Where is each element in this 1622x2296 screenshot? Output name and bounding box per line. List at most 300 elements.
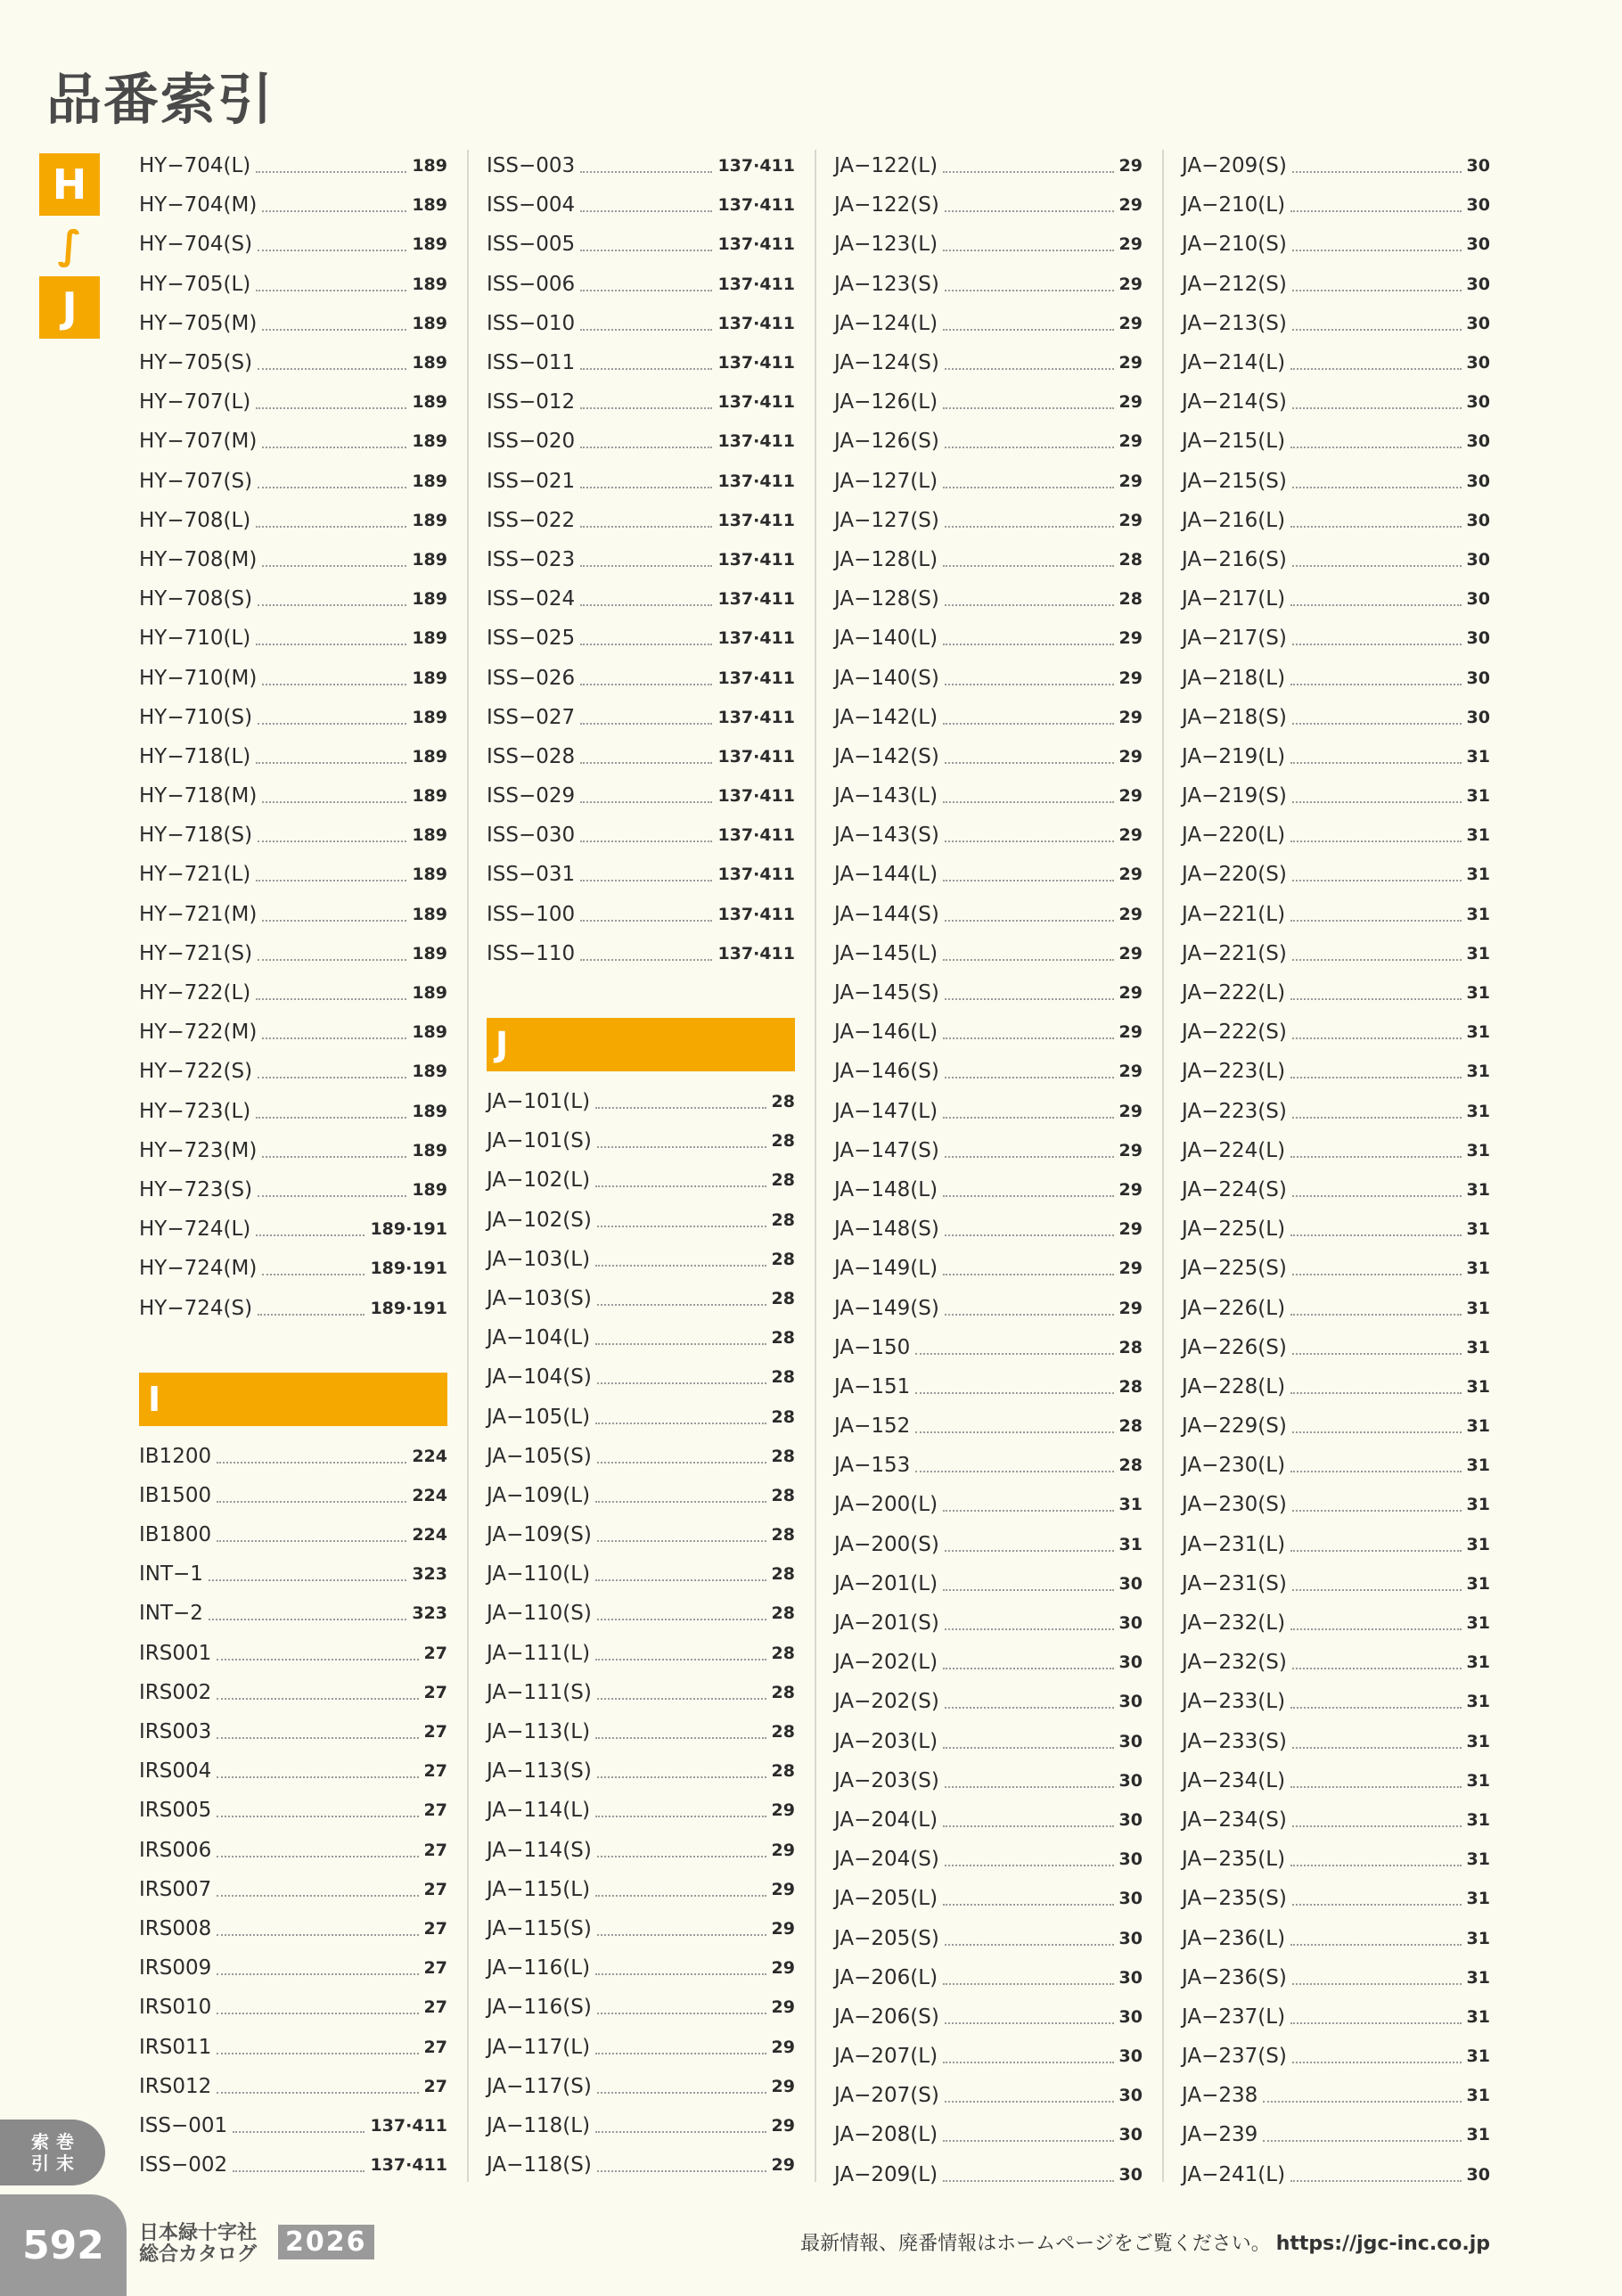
index-entry[interactable] [487,540,795,579]
index-entry[interactable] [1182,1092,1490,1131]
index-entry[interactable] [139,462,447,501]
index-entry[interactable] [487,1357,795,1397]
index-entry[interactable] [834,895,1143,934]
product-code: HY−704(M) [139,193,258,217]
page-reference: 30 [1118,2006,1143,2027]
range-tilde-icon: ∫ [57,223,82,268]
index-entry[interactable] [834,2076,1143,2115]
index-entry[interactable] [487,2027,795,2066]
index-entry[interactable] [834,619,1143,658]
product-code: JA−109(L) [487,1483,591,1507]
index-entry[interactable] [1182,1564,1490,1603]
index-entry[interactable] [139,1131,447,1170]
page-reference: 189 [412,628,447,649]
page-reference: 27 [423,1682,447,1702]
index-entry[interactable] [834,855,1143,894]
index-entry[interactable] [139,225,447,264]
index-entry[interactable] [1182,1682,1490,1721]
dot-leader [1290,1944,1462,1946]
index-entry[interactable] [139,934,447,973]
index-entry[interactable] [1182,1918,1490,1957]
page-reference: 31 [1466,2046,1490,2067]
index-entry[interactable] [487,1554,795,1594]
index-entry[interactable] [1182,1722,1490,1761]
dot-leader [943,1825,1114,1827]
index-entry[interactable] [139,1013,447,1052]
index-entry[interactable] [1182,1052,1490,1091]
index-entry[interactable] [1182,855,1490,894]
dot-leader [945,526,1114,528]
index-entry[interactable] [834,1367,1143,1406]
product-code: ISS−004 [487,193,576,217]
index-entry[interactable] [487,816,795,855]
page-reference: 31 [1466,1770,1490,1791]
index-entry[interactable] [139,422,447,461]
index-entry[interactable] [487,1988,795,2027]
index-entry[interactable] [834,225,1143,264]
dot-leader [1290,1786,1462,1788]
index-entry[interactable] [139,1476,447,1515]
product-code: JA−128(L) [834,547,938,571]
index-entry[interactable] [487,776,795,816]
index-entry[interactable] [834,540,1143,579]
product-code: JA−203(S) [834,1768,939,1792]
index-entry[interactable] [1182,1131,1490,1170]
index-entry[interactable] [1182,1761,1490,1800]
dot-leader [217,1973,418,1975]
dot-leader [217,1934,418,1936]
index-entry[interactable] [1182,737,1490,776]
index-entry[interactable] [487,1870,795,1909]
index-entry[interactable] [139,1988,447,2027]
index-entry[interactable] [834,1485,1143,1524]
index-entry[interactable] [487,579,795,619]
index-entry[interactable] [834,2155,1143,2194]
page-reference: 30 [1118,1928,1143,1948]
index-entry[interactable] [834,1761,1143,1800]
index-entry[interactable] [139,2067,447,2106]
dot-leader [1292,801,1462,803]
index-entry[interactable] [139,658,447,697]
index-entry[interactable] [1182,934,1490,973]
index-entry[interactable] [1182,1643,1490,1682]
index-entry[interactable] [1182,146,1490,185]
dot-leader [580,329,712,331]
index-entry[interactable] [834,658,1143,697]
dot-leader [580,840,712,842]
index-entry[interactable] [487,737,795,776]
index-entry[interactable] [487,855,795,894]
index-entry[interactable] [487,1476,795,1515]
index-entry[interactable] [139,1092,447,1131]
index-entry[interactable] [834,501,1143,540]
index-entry[interactable] [834,973,1143,1013]
index-entry[interactable] [1182,1879,1490,1918]
index-entry[interactable] [1182,1170,1490,1210]
page-reference: 30 [1118,1692,1143,1712]
index-entry[interactable] [139,1554,447,1594]
index-entry[interactable] [139,776,447,816]
index-entry[interactable] [834,1210,1143,1249]
index-entry[interactable] [139,343,447,382]
index-entry[interactable] [834,1722,1143,1761]
dot-leader [262,565,406,567]
dot-leader [943,1274,1114,1275]
product-code: JA−101(S) [487,1129,592,1153]
dot-leader [595,1579,766,1581]
index-entry[interactable] [834,1092,1143,1131]
product-code: JA−229(S) [1182,1414,1287,1439]
index-entry[interactable] [1182,1840,1490,1879]
index-entry[interactable] [487,1082,795,1121]
index-entry[interactable] [139,501,447,540]
index-entry[interactable] [139,1712,447,1751]
index-entry[interactable] [139,855,447,894]
page-reference: 27 [423,1643,447,1663]
product-code: JA−104(S) [487,1365,592,1390]
index-range-tab[interactable] [39,153,100,339]
index-entry[interactable] [1182,1446,1490,1485]
index-entry[interactable] [1182,462,1490,501]
index-entry[interactable] [139,1870,447,1909]
index-entry[interactable] [834,2115,1143,2154]
index-entry[interactable] [834,1603,1143,1643]
dot-leader [945,2101,1114,2103]
page-reference: 137·411 [717,195,795,216]
page-reference: 29 [771,1918,795,1939]
index-entry[interactable] [834,1840,1143,1879]
index-entry[interactable] [834,1013,1143,1052]
index-entry[interactable] [139,737,447,776]
dot-leader [595,1973,766,1975]
index-entry[interactable] [139,698,447,737]
page-reference: 31 [1466,1495,1490,1515]
index-entry[interactable] [487,1634,795,1673]
index-entry[interactable] [1182,1406,1490,1446]
dot-leader [1292,1274,1462,1275]
product-code: ISS−003 [487,154,576,178]
index-entry[interactable] [139,973,447,1013]
index-entry[interactable] [834,934,1143,973]
index-entry[interactable] [139,265,447,304]
dot-leader [1292,329,1462,331]
index-entry[interactable] [487,2067,795,2106]
index-entry[interactable] [834,1643,1143,1682]
section-badge[interactable] [0,2120,105,2185]
index-entry[interactable] [1182,2076,1490,2115]
page-reference: 27 [423,1958,447,1979]
index-entry[interactable] [487,185,795,225]
page-reference: 28 [771,1288,795,1308]
index-entry[interactable] [139,1437,447,1476]
index-entry[interactable] [139,304,447,343]
index-entry[interactable] [834,1800,1143,1840]
index-entry[interactable] [1182,895,1490,934]
index-entry[interactable] [139,146,447,185]
product-code: JA−228(L) [1182,1374,1286,1398]
index-entry[interactable] [834,146,1143,185]
index-entry[interactable] [139,2145,447,2185]
product-code: JA−234(S) [1182,1808,1287,1832]
index-entry[interactable] [834,1997,1143,2037]
index-entry[interactable] [139,2027,447,2066]
index-entry[interactable] [1182,1800,1490,1840]
index-entry[interactable] [487,1673,795,1712]
index-entry[interactable] [139,1594,447,1633]
index-entry[interactable] [834,776,1143,816]
index-entry[interactable] [834,1170,1143,1210]
index-entry[interactable] [487,658,795,697]
product-code: JA−151 [834,1374,911,1398]
index-entry[interactable] [834,462,1143,501]
product-code: IB1500 [139,1483,212,1507]
index-entry[interactable] [834,1564,1143,1603]
index-entry[interactable] [834,2037,1143,2076]
index-entry[interactable] [834,1879,1143,1918]
dot-leader [1292,644,1462,645]
index-entry[interactable] [1182,304,1490,343]
index-entry[interactable] [1182,579,1490,619]
index-entry[interactable] [139,1170,447,1210]
page-reference: 29 [771,2076,795,2096]
index-entry[interactable] [1182,698,1490,737]
product-code: JA−200(L) [834,1493,938,1517]
dot-leader [262,801,406,803]
index-entry[interactable] [1182,540,1490,579]
index-entry[interactable] [834,1918,1143,1957]
index-entry[interactable] [1182,1525,1490,1564]
index-entry[interactable] [487,1160,795,1200]
index-entry[interactable] [487,343,795,382]
index-entry[interactable] [834,185,1143,225]
dot-leader [258,1077,406,1078]
index-entry[interactable] [1182,1958,1490,1997]
page-reference: 28 [1118,549,1143,570]
dot-leader [209,1579,406,1581]
index-entry[interactable] [1182,382,1490,422]
index-entry[interactable] [834,816,1143,855]
product-code: JA−226(S) [1182,1335,1287,1359]
index-entry[interactable] [1182,422,1490,461]
product-code: JA−144(L) [834,863,938,887]
index-entry[interactable] [487,1594,795,1633]
dot-leader [1290,1314,1462,1316]
product-code: ISS−021 [487,469,576,493]
index-entry[interactable] [834,1249,1143,1288]
product-code: INT−2 [139,1602,203,1626]
index-entry[interactable] [1182,1603,1490,1643]
index-entry[interactable] [834,1682,1143,1721]
index-entry[interactable] [487,1515,795,1554]
index-entry[interactable] [834,1525,1143,1564]
index-entry[interactable] [139,816,447,855]
index-entry[interactable] [834,382,1143,422]
index-entry[interactable] [834,1446,1143,1485]
index-entry[interactable] [1182,2115,1490,2154]
index-entry[interactable] [1182,973,1490,1013]
index-entry[interactable] [1182,1997,1490,2037]
index-entry[interactable] [834,304,1143,343]
page-reference: 137·411 [717,943,795,964]
index-entry[interactable] [139,1948,447,1988]
index-entry[interactable] [139,1831,447,1870]
product-code: HY−710(S) [139,705,253,729]
product-code: ISS−022 [487,508,576,532]
page-reference: 31 [1466,1692,1490,1712]
index-entry[interactable] [1182,1328,1490,1367]
index-entry[interactable] [487,304,795,343]
index-entry[interactable] [1182,1249,1490,1288]
index-entry[interactable] [487,1909,795,1948]
website-link[interactable]: https://jgc-inc.co.jp [1275,2233,1490,2255]
index-entry[interactable] [834,1288,1143,1327]
index-entry[interactable] [834,1052,1143,1091]
index-entry[interactable] [487,422,795,461]
index-entry[interactable] [1182,776,1490,816]
index-entry[interactable] [1182,1013,1490,1052]
index-entry[interactable] [1182,501,1490,540]
index-entry[interactable] [487,1712,795,1751]
page-reference: 27 [423,1918,447,1939]
page-reference: 30 [1466,2164,1490,2185]
dot-leader [597,1619,766,1620]
product-code: JA−123(S) [834,272,939,296]
index-entry[interactable] [487,1831,795,1870]
dot-leader [945,2022,1114,2024]
index-entry[interactable] [487,1437,795,1476]
index-entry[interactable] [834,579,1143,619]
product-code: JA−217(S) [1182,627,1287,651]
dot-leader [595,1816,766,1817]
index-entry[interactable] [487,1121,795,1160]
index-entry[interactable] [139,1210,447,1249]
product-code: ISS−010 [487,311,576,335]
index-entry[interactable] [487,1397,795,1436]
index-entry[interactable] [1182,2037,1490,2076]
index-entry[interactable] [139,579,447,619]
index-entry[interactable] [487,1240,795,1279]
index-entry[interactable] [487,2145,795,2185]
index-entry[interactable] [487,225,795,264]
index-entry[interactable] [139,1751,447,1791]
page-reference: 29 [1118,313,1143,333]
index-entry[interactable] [1182,2155,1490,2194]
index-entry[interactable] [139,1634,447,1673]
index-entry[interactable] [487,382,795,422]
index-entry[interactable] [1182,1288,1490,1327]
page-reference: 189 [412,1140,447,1160]
index-entry[interactable] [834,265,1143,304]
index-entry[interactable] [487,698,795,737]
index-entry[interactable] [1182,225,1490,264]
index-entry[interactable] [139,895,447,934]
dot-leader [945,368,1114,370]
index-entry[interactable] [139,185,447,225]
index-entry[interactable] [487,1751,795,1791]
product-code: JA−225(L) [1182,1218,1286,1242]
index-entry[interactable] [834,1131,1143,1170]
index-entry[interactable] [487,2106,795,2145]
dot-leader [595,2053,766,2054]
index-entry[interactable] [139,1673,447,1712]
index-entry[interactable] [487,895,795,934]
index-entry[interactable] [487,1948,795,1988]
index-entry[interactable] [834,343,1143,382]
index-entry[interactable] [1182,343,1490,382]
page-reference: 189 [412,904,447,924]
page-reference: 31 [1466,1534,1490,1554]
page-reference: 31 [1466,1376,1490,1397]
dot-leader [258,1314,365,1316]
product-code: JA−116(L) [487,1956,591,1980]
index-entry[interactable] [1182,265,1490,304]
product-code: HY−707(L) [139,390,251,414]
index-entry[interactable] [139,2106,447,2145]
index-entry[interactable] [487,462,795,501]
page-reference: 30 [1118,1652,1143,1673]
index-entry[interactable] [1182,1210,1490,1249]
index-entry[interactable] [834,422,1143,461]
index-entry[interactable] [487,1201,795,1240]
index-entry[interactable] [139,382,447,422]
index-entry[interactable] [487,501,795,540]
index-entry[interactable] [487,265,795,304]
index-entry[interactable] [1182,1485,1490,1524]
index-entry[interactable] [487,1318,795,1357]
index-entry[interactable] [139,619,447,658]
product-code: JA−225(S) [1182,1257,1287,1281]
index-entry[interactable] [139,1909,447,1948]
index-entry[interactable] [487,1279,795,1318]
product-code: HY−724(M) [139,1257,258,1281]
index-entry[interactable] [834,1958,1143,1997]
page-reference: 137·411 [717,234,795,255]
index-entry[interactable] [1182,658,1490,697]
index-entry[interactable] [139,1288,447,1327]
page-reference: 28 [771,1722,795,1742]
index-entry[interactable] [487,619,795,658]
index-entry[interactable] [1182,1367,1490,1406]
page-reference: 29 [771,2155,795,2176]
product-code: JA−209(S) [1182,154,1287,178]
index-entry[interactable] [139,540,447,579]
index-entry[interactable] [834,1406,1143,1446]
index-entry[interactable] [834,737,1143,776]
dot-leader [217,1895,418,1897]
index-entry[interactable] [139,1791,447,1830]
index-entry[interactable] [834,1328,1143,1367]
page-reference: 224 [412,1446,447,1466]
product-code: HY−722(S) [139,1060,253,1084]
page-reference: 29 [1118,195,1143,216]
index-entry[interactable] [139,1249,447,1288]
page-reference: 29 [1118,431,1143,452]
index-entry[interactable] [1182,816,1490,855]
dot-leader [1290,2022,1462,2024]
index-entry[interactable] [834,698,1143,737]
product-code: HY−705(S) [139,351,253,375]
product-code: JA−149(S) [834,1296,939,1320]
index-entry[interactable] [1182,619,1490,658]
product-code: IRS007 [139,1877,212,1901]
index-entry[interactable] [487,934,795,973]
dot-leader [1290,684,1462,685]
index-entry[interactable] [487,1791,795,1830]
index-entry[interactable] [487,146,795,185]
index-entry[interactable] [1182,185,1490,225]
index-entry[interactable] [139,1052,447,1091]
index-entry[interactable] [139,1515,447,1554]
